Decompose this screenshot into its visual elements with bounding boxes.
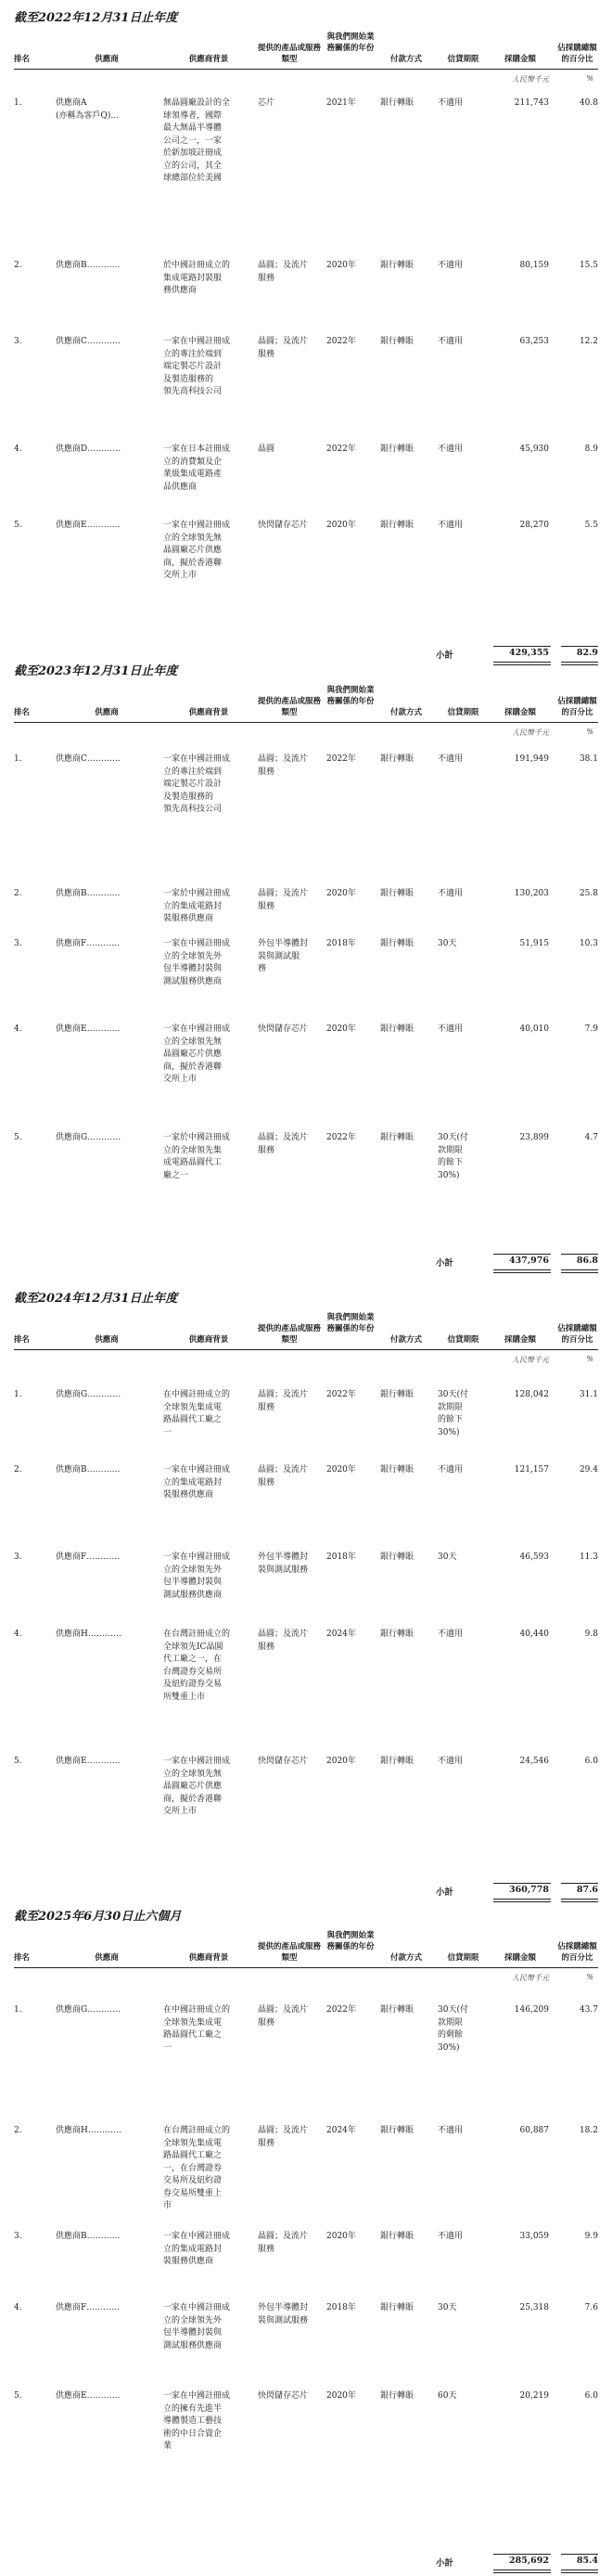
unit-amount: 人民幣千元 (512, 1974, 549, 1982)
column-header-percent: 佔採購總額的百分比 (557, 697, 597, 717)
cell-credit: 不適用 (438, 444, 464, 454)
cell-payment: 銀行轉賬 (380, 337, 414, 346)
cell-since: 2020年 (326, 261, 356, 270)
cell-percent: 8.9 (584, 444, 598, 454)
cell-amount: 28,270 (519, 521, 549, 530)
cell-percent: 6.0 (584, 1757, 598, 1766)
cell-credit: 60天 (438, 2391, 457, 2401)
unit-amount: 人民幣千元 (512, 1356, 549, 1364)
cell-supplier: 供應商G………… (56, 1390, 121, 1399)
cell-product: 快閃儲存芯片 (258, 2391, 309, 2401)
cell-percent: 43.7 (579, 2005, 598, 2015)
column-header-since: 與我們開始業務關係的年份 (326, 1313, 375, 1333)
column-header-supplier: 供應商 (95, 1335, 119, 1345)
cell-rank: 1. (14, 98, 22, 108)
column-header-percent: 佔採購總額的百分比 (557, 1324, 597, 1345)
cell-rank: 3. (14, 1552, 22, 1562)
cell-rank: 3. (14, 2232, 22, 2241)
subtotal-rule-amount (493, 1254, 551, 1255)
cell-since: 2020年 (326, 521, 356, 530)
cell-credit: 不適用 (438, 1629, 464, 1639)
column-header-credit: 信貸期限 (447, 1335, 479, 1345)
cell-background: 一家在中國註冊成 立的全球領先外 包半導體封裝與 測試服務供應商 (163, 1552, 231, 1600)
cell-background: 一家在日本註冊成 立的消費類及企 業級集成電路產 品供應商 (163, 444, 231, 492)
column-header-background: 供應商背景 (188, 1335, 229, 1345)
period-title: 截至2022年12月31日止年度 (14, 11, 178, 25)
subtotal-rule-percent (561, 2554, 598, 2555)
cell-supplier: 供應商B………… (56, 261, 121, 270)
column-header-since: 與我們開始業務關係的年份 (326, 1931, 375, 1951)
cell-payment: 銀行轉賬 (380, 1024, 414, 1034)
subtotal-percent: 85.4 (576, 2556, 598, 2566)
column-header-product: 提供的產品或服務類型 (258, 44, 322, 64)
header-rule (14, 1349, 598, 1350)
cell-since: 2021年 (326, 98, 356, 108)
cell-product: 外包半導體封 裝與測試服務 (258, 1552, 309, 1575)
subtotal-label: 小計 (436, 650, 454, 661)
column-header-background: 供應商背景 (188, 1953, 229, 1963)
cell-percent: 7.6 (584, 2303, 598, 2312)
cell-percent: 6.0 (584, 2391, 598, 2401)
cell-payment: 銀行轉賬 (380, 1133, 414, 1142)
cell-credit: 不適用 (438, 337, 464, 346)
cell-product: 晶圓；及流片 服務 (258, 754, 309, 777)
cell-supplier: 供應商G………… (56, 1133, 121, 1142)
column-header-rank: 排名 (14, 55, 31, 64)
cell-supplier: 供應商A (亦稱為客戶Q)… (56, 98, 120, 121)
cell-supplier: 供應商H………… (56, 2126, 121, 2135)
header-rule (14, 1967, 598, 1968)
cell-rank: 5. (14, 521, 22, 530)
cell-background: 一家在中國註冊成 立的專注於端到 端定製芯片設計 及製造服務的 領先高科技公司 (163, 754, 231, 814)
unit-percent: % (586, 728, 593, 736)
cell-product: 晶圓；及流片 服務 (258, 889, 309, 911)
subtotal-rule-percent (561, 1254, 598, 1255)
cell-background: 一家在中國註冊成 立的全球領先無 晶圓廠芯片供應 商，擬於香港聯 交所上市 (163, 1757, 231, 1816)
column-header-supplier: 供應商 (95, 708, 119, 717)
cell-payment: 銀行轉賬 (380, 98, 414, 108)
cell-rank: 1. (14, 754, 22, 764)
unit-percent: % (586, 1355, 593, 1363)
cell-since: 2024年 (326, 1629, 356, 1639)
cell-since: 2018年 (326, 939, 356, 948)
subtotal-rule-percent (561, 646, 598, 647)
cell-product: 晶圓；及流片 服務 (258, 1629, 309, 1652)
cell-rank: 2. (14, 1465, 22, 1475)
column-header-payment: 付款方式 (389, 1953, 422, 1963)
subtotal-rule-percent (561, 1883, 598, 1884)
cell-product: 芯片 (258, 98, 275, 108)
cell-since: 2022年 (326, 1390, 356, 1399)
cell-amount: 211,743 (514, 98, 549, 108)
cell-product: 晶圓 (258, 444, 275, 454)
cell-percent: 29.4 (579, 1465, 598, 1475)
cell-percent: 9.9 (584, 2232, 598, 2241)
cell-product: 晶圓；及流片 服務 (258, 1133, 309, 1155)
subtotal-double-rule-percent (561, 662, 598, 665)
cell-payment: 銀行轉賬 (380, 444, 414, 454)
cell-supplier: 供應商B………… (56, 2232, 121, 2241)
cell-percent: 9.8 (584, 1629, 598, 1639)
subtotal-amount: 429,355 (509, 648, 549, 658)
cell-since: 2024年 (326, 2126, 356, 2135)
cell-amount: 60,887 (519, 2126, 549, 2135)
column-header-amount: 採購金額 (504, 1953, 536, 1963)
cell-percent: 38.1 (579, 754, 598, 764)
cell-rank: 4. (14, 2303, 22, 2312)
cell-since: 2020年 (326, 2232, 356, 2241)
cell-payment: 銀行轉賬 (380, 521, 414, 530)
column-header-background: 供應商背景 (188, 708, 229, 717)
cell-payment: 銀行轉賬 (380, 2391, 414, 2401)
cell-since: 2020年 (326, 2391, 356, 2401)
cell-amount: 46,593 (519, 1552, 549, 1562)
cell-rank: 5. (14, 2391, 22, 2401)
column-header-credit: 信貸期限 (447, 1953, 479, 1963)
cell-rank: 4. (14, 444, 22, 454)
cell-percent: 18.2 (579, 2126, 598, 2135)
cell-product: 快閃儲存芯片 (258, 1024, 309, 1034)
cell-since: 2020年 (326, 1465, 356, 1475)
column-header-credit: 信貸期限 (447, 708, 479, 717)
subtotal-amount: 285,692 (509, 2556, 549, 2566)
cell-since: 2020年 (326, 1024, 356, 1034)
cell-credit: 不適用 (438, 1465, 464, 1475)
cell-credit: 不適用 (438, 1024, 464, 1034)
cell-amount: 130,203 (514, 889, 549, 898)
cell-since: 2020年 (326, 889, 356, 898)
cell-supplier: 供應商B………… (56, 1465, 121, 1475)
header-rule (14, 69, 598, 70)
subtotal-percent: 87.6 (576, 1885, 598, 1895)
cell-supplier: 供應商C………… (56, 337, 121, 346)
cell-supplier: 供應商E………… (56, 1757, 121, 1766)
unit-percent: % (586, 1973, 593, 1981)
subtotal-amount: 437,976 (509, 1256, 549, 1266)
column-header-product: 提供的產品或服務類型 (258, 1324, 322, 1345)
cell-payment: 銀行轉賬 (380, 1390, 414, 1399)
subtotal-double-rule-amount (493, 1269, 551, 1273)
cell-background: 無晶圓廠設計的全 球領導者，國際 最大無晶半導體 公司之一，一家 於新加坡註冊成 立的公司，其全 球總部位於美國 (163, 98, 231, 183)
cell-since: 2020年 (326, 1757, 356, 1766)
cell-supplier: 供應商E………… (56, 1024, 121, 1034)
cell-supplier: 供應商F………… (56, 2303, 121, 2312)
column-header-rank: 排名 (14, 1953, 31, 1963)
column-header-since: 與我們開始業務關係的年份 (326, 32, 375, 53)
subtotal-label: 小計 (436, 1887, 454, 1898)
cell-supplier: 供應商E………… (56, 2391, 121, 2401)
column-header-rank: 排名 (14, 1335, 31, 1345)
cell-credit: 30天 (438, 2303, 457, 2312)
unit-amount: 人民幣千元 (512, 75, 549, 84)
cell-background: 一家在中國註冊成 立的全球領先外 包半導體封裝與 測試服務供應商 (163, 939, 231, 986)
cell-credit: 不適用 (438, 521, 464, 530)
period-title: 截至2024年12月31日止年度 (14, 1292, 178, 1306)
cell-rank: 5. (14, 1133, 22, 1142)
cell-product: 快閃儲存芯片 (258, 521, 309, 530)
cell-credit: 不適用 (438, 1757, 464, 1766)
cell-amount: 33,059 (519, 2232, 549, 2241)
cell-payment: 銀行轉賬 (380, 889, 414, 898)
cell-since: 2022年 (326, 337, 356, 346)
cell-credit: 30天(付 款期限 的剩餘 30%) (438, 2005, 468, 2053)
cell-amount: 40,440 (519, 1629, 549, 1639)
cell-supplier: 供應商G………… (56, 2005, 121, 2015)
cell-rank: 4. (14, 1629, 22, 1639)
cell-payment: 銀行轉賬 (380, 1552, 414, 1562)
column-header-amount: 採購金額 (504, 1335, 536, 1345)
subtotal-double-rule-percent (561, 2570, 598, 2573)
cell-since: 2018年 (326, 1552, 356, 1562)
cell-background: 一家於中國註冊成 立的全球領先集 成電路晶圓代工 廠之一 (163, 1133, 231, 1180)
cell-percent: 7.9 (584, 1024, 598, 1034)
subtotal-label: 小計 (436, 2558, 454, 2569)
column-header-supplier: 供應商 (95, 1953, 119, 1963)
cell-percent: 5.5 (584, 521, 598, 530)
cell-rank: 3. (14, 337, 22, 346)
column-header-payment: 付款方式 (389, 55, 422, 64)
cell-credit: 不適用 (438, 261, 464, 270)
cell-background: 一家在中國註冊成 立的集成電路封 裝服務供應商 (163, 1465, 231, 1500)
cell-product: 晶圓；及流片 服務 (258, 2232, 309, 2254)
cell-product: 外包半導體封 裝與測試服務 (258, 2303, 309, 2325)
subtotal-double-rule-amount (493, 2570, 551, 2573)
cell-amount: 24,546 (519, 1757, 549, 1766)
cell-payment: 銀行轉賬 (380, 1757, 414, 1766)
cell-rank: 4. (14, 1024, 22, 1034)
subtotal-double-rule-percent (561, 1269, 598, 1273)
cell-payment: 銀行轉賬 (380, 2303, 414, 2312)
header-rule (14, 722, 598, 723)
cell-percent: 40.8 (579, 98, 598, 108)
cell-amount: 191,949 (514, 754, 549, 764)
cell-background: 在中國註冊成立的 全球領先集成電 路晶圓代工廠之 一 (163, 1390, 231, 1437)
cell-payment: 銀行轉賬 (380, 2126, 414, 2135)
cell-background: 一家在中國註冊成 立的擁有先進半 導體製造工藝技 術的中日合資企 業 (163, 2391, 231, 2451)
cell-percent: 10.3 (579, 939, 598, 948)
cell-amount: 51,915 (519, 939, 549, 948)
subtotal-rule-amount (493, 646, 551, 647)
cell-product: 晶圓；及流片 服務 (258, 1465, 309, 1488)
cell-payment: 銀行轉賬 (380, 1629, 414, 1639)
cell-background: 一家在中國註冊成 立的專注於端到 端定製芯片設計 及製造服務的 領先高科技公司 (163, 337, 231, 396)
cell-credit: 30天(付 款期限 的餘下 30%) (438, 1390, 468, 1437)
cell-rank: 3. (14, 939, 22, 948)
cell-percent: 15.5 (579, 261, 598, 270)
subtotal-rule-amount (493, 1883, 551, 1884)
cell-payment: 銀行轉賬 (380, 2232, 414, 2241)
cell-payment: 銀行轉賬 (380, 2005, 414, 2015)
cell-since: 2022年 (326, 444, 356, 454)
cell-credit: 不適用 (438, 2232, 464, 2241)
cell-percent: 25.8 (579, 889, 598, 898)
cell-percent: 31.1 (579, 1390, 598, 1399)
cell-rank: 2. (14, 261, 22, 270)
cell-amount: 45,930 (519, 444, 549, 454)
cell-product: 晶圓；及流片 服務 (258, 261, 309, 283)
subtotal-rule-amount (493, 2554, 551, 2555)
cell-credit: 不適用 (438, 98, 464, 108)
cell-credit: 不適用 (438, 754, 464, 764)
subtotal-double-rule-amount (493, 662, 551, 665)
cell-percent: 4.7 (584, 1133, 598, 1142)
cell-background: 在中國註冊成立的 全球領先集成電 路晶圓代工廠之 一 (163, 2005, 231, 2053)
column-header-credit: 信貸期限 (447, 55, 479, 64)
cell-background: 一家在中國註冊成 立的全球領先無 晶圓廠芯片供應 商，擬於香港聯 交所上市 (163, 1024, 231, 1084)
subtotal-amount: 360,778 (509, 1885, 549, 1895)
cell-amount: 121,157 (514, 1465, 549, 1475)
cell-rank: 5. (14, 1757, 22, 1766)
cell-payment: 銀行轉賬 (380, 754, 414, 764)
cell-since: 2022年 (326, 2005, 356, 2015)
cell-background: 在台灣註冊成立的 全球領先集成電 路晶圓代工廠之 一，在台灣證券 交易所及紐約證 券交易所雙重上 市 (163, 2126, 231, 2210)
cell-background: 於中國註冊成立的 集成電路封裝服 務供應商 (163, 261, 231, 295)
column-header-percent: 佔採購總額的百分比 (557, 1942, 597, 1963)
cell-supplier: 供應商F………… (56, 939, 121, 948)
cell-supplier: 供應商C………… (56, 754, 121, 764)
period-title: 截至2023年12月31日止年度 (14, 664, 178, 678)
cell-credit: 30天(付 款期限 的餘下 30%) (438, 1133, 468, 1180)
subtotal-label: 小計 (436, 1258, 454, 1269)
cell-supplier: 供應商B………… (56, 889, 121, 898)
cell-amount: 63,253 (519, 337, 549, 346)
cell-product: 晶圓；及流片 服務 (258, 2005, 309, 2028)
cell-background: 一家在中國註冊成 立的全球領先無 晶圓廠芯片供應 商，擬於香港聯 交所上市 (163, 521, 231, 580)
column-header-supplier: 供應商 (95, 55, 119, 64)
cell-amount: 80,159 (519, 261, 549, 270)
cell-payment: 銀行轉賬 (380, 1465, 414, 1475)
cell-credit: 不適用 (438, 889, 464, 898)
subtotal-double-rule-percent (561, 1899, 598, 1902)
cell-product: 晶圓；及流片 服務 (258, 1390, 309, 1412)
unit-amount: 人民幣千元 (512, 728, 549, 737)
cell-amount: 40,010 (519, 1024, 549, 1034)
cell-payment: 銀行轉賬 (380, 939, 414, 948)
cell-amount: 25,318 (519, 2303, 549, 2312)
cell-credit: 30天 (438, 1552, 457, 1562)
column-header-amount: 採購金額 (504, 55, 536, 64)
subtotal-percent: 86.8 (576, 1256, 598, 1266)
cell-rank: 2. (14, 2126, 22, 2135)
cell-product: 外包半導體封 裝與測試服 務 (258, 939, 309, 973)
period-title: 截至2025年6月30日止六個月 (14, 1910, 182, 1924)
cell-amount: 20,219 (519, 2391, 549, 2401)
cell-background: 一家在中國註冊成 立的全球領先外 包半導體封裝與 測試服務供應商 (163, 2303, 231, 2351)
cell-background: 一家在中國註冊成 立的集成電路封 裝服務供應商 (163, 2232, 231, 2266)
cell-background: 一家於中國註冊成 立的集成電路封 裝服務供應商 (163, 889, 231, 923)
cell-supplier: 供應商F………… (56, 1552, 121, 1562)
column-header-payment: 付款方式 (389, 708, 422, 717)
cell-product: 晶圓；及流片 服務 (258, 337, 309, 359)
column-header-background: 供應商背景 (188, 55, 229, 64)
cell-supplier: 供應商H………… (56, 1629, 121, 1639)
column-header-product: 提供的產品或服務類型 (258, 1942, 322, 1963)
cell-amount: 23,899 (519, 1133, 549, 1142)
column-header-since: 與我們開始業務關係的年份 (326, 686, 375, 706)
column-header-rank: 排名 (14, 708, 31, 717)
subtotal-percent: 82.9 (576, 648, 598, 658)
cell-rank: 1. (14, 2005, 22, 2015)
column-header-percent: 佔採購總額的百分比 (557, 44, 597, 64)
subtotal-double-rule-amount (493, 1899, 551, 1902)
cell-rank: 1. (14, 1390, 22, 1399)
cell-supplier: 供應商E………… (56, 521, 121, 530)
cell-percent: 12.2 (579, 337, 598, 346)
cell-payment: 銀行轉賬 (380, 261, 414, 270)
cell-credit: 不適用 (438, 2126, 464, 2135)
cell-amount: 146,209 (514, 2005, 549, 2015)
cell-product: 晶圓；及流片 服務 (258, 2126, 309, 2148)
unit-percent: % (586, 74, 593, 83)
cell-background: 在台灣註冊成立的 全球領先IC晶圓 代工廠之一，在 台灣證券交易所 及紐約證券交易 所雙重上市 (163, 1629, 231, 1702)
column-header-product: 提供的產品或服務類型 (258, 697, 322, 717)
cell-since: 2022年 (326, 1133, 356, 1142)
cell-since: 2022年 (326, 754, 356, 764)
cell-since: 2018年 (326, 2303, 356, 2312)
cell-amount: 128,042 (514, 1390, 549, 1399)
column-header-amount: 採購金額 (504, 708, 536, 717)
cell-rank: 2. (14, 889, 22, 898)
cell-percent: 11.3 (579, 1552, 598, 1562)
cell-credit: 30天 (438, 939, 457, 948)
cell-supplier: 供應商D………… (56, 444, 121, 454)
cell-product: 快閃儲存芯片 (258, 1757, 309, 1766)
column-header-payment: 付款方式 (389, 1335, 422, 1345)
